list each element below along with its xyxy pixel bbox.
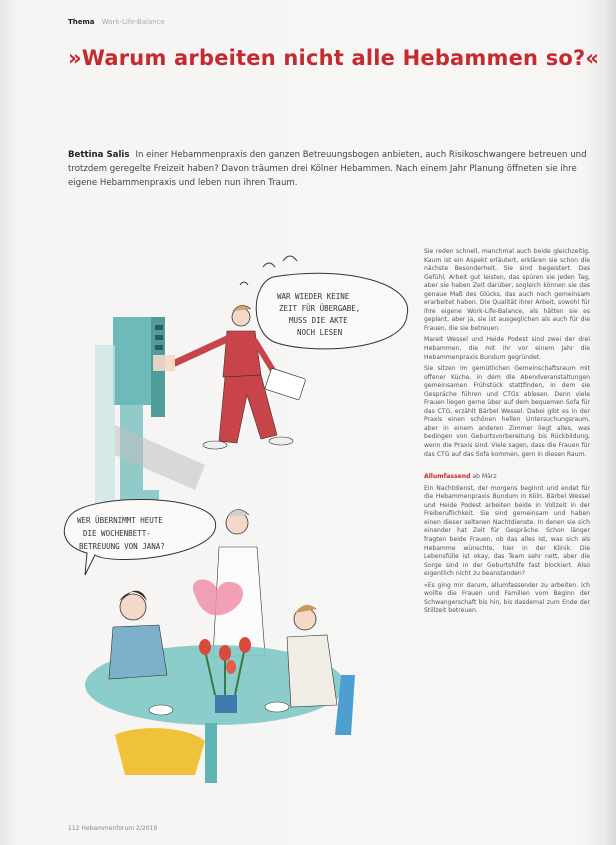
bubble2-line1: WER ÜBERNIMMT HEUTE [77, 516, 163, 525]
article-title: »Warum arbeiten nicht alle Hebammen so?« [68, 46, 600, 70]
bubble2-line3: BETREUUNG VON JANA? [79, 542, 165, 551]
vase [215, 695, 237, 713]
bubble2-line2: DIE WOCHENBETT- [83, 529, 151, 538]
bubble1-line4: NOCH LESEN [297, 328, 343, 337]
page-fold-shadow [604, 0, 616, 845]
article-intro [68, 148, 588, 190]
page-footer: 112 Hebammenforum 2/2019 [68, 825, 158, 832]
article-illustration [55, 255, 420, 815]
intro-text: In einer Hebammenpraxis den ganzen Betreuungsbogen anbieten, auch Risikoschwangere betreuen und trotzdem geregelte Freizeit haben? Davon träumen drei Kölner Hebammen. Nach einem Jahr Planung öffneten sie ihre eigene Hebammenpraxis und leben nun ihren Traum. [68, 150, 587, 188]
article-column [424, 248, 590, 619]
column-paragraph-2: Mareit Wessel und Heide Podest sind zwei der drei Hebammen, die mit ihr vor einem Jahr die Hebammenpraxis Bundum gegründet. [424, 336, 590, 361]
column-subhead-rest: ab März [472, 473, 497, 481]
left-woman-top [109, 625, 167, 679]
topic-label: Work-Life-Balance [101, 18, 165, 26]
bubble1-line3: MUSS DIE AKTE [289, 316, 348, 325]
rubric-label: Thema [68, 18, 95, 26]
yellow-chair [115, 728, 205, 775]
column-subhead-paragraph [424, 473, 590, 482]
column-paragraph-5: »Es ging mir darum, allumfassender zu arbeiten. Ich wollte die Frauen und Familien vom Beginn der Schwangerschaft bis hin, bis dasdemal zum Ende der Stillzeit betreuen. [424, 581, 590, 615]
column-paragraph-3: Sie sitzen im gemütlichen Gemeinschaftsraum mit offener Küche, in dem die Abendveranstaltungen gemeinsamen Frühstück stattfinden, in dem sie Gespräche führen und CTGs ablesen. Denn viele Frauen liegen gerne über auf dem bequemen Sofa für das CTG, erzählt Bärbel Wessel. Dabei gibt es in der Praxis einen schönen hellen Untersuchungsraum, aber in einem anderen Zimmer liegt alles, was bedingen von Geburtsvorbereitung bis Rückbildung, wenn die Praxis sind. Viele sagen, dass die Frauen für das CTG auf das Sofa kommen, gern in diesen Raum. [424, 365, 590, 458]
bubble1-line1: WAR WIEDER KEINE [277, 292, 350, 301]
folder-icon [265, 368, 306, 400]
column-subhead: Allumfassend [424, 473, 471, 481]
thought-bubble-small-2 [283, 256, 297, 261]
author-name: Bettina Salis [68, 150, 130, 160]
column-paragraph-4: Ein Nachtdienst, der morgens beginnt und endet für die Hebammenpraxis Bundum in Köln. Bärbel Wessel und Heide Podest arbeiten beide in Vollzeit in der Freiberuflichkeit. Sie sind gemeinsam und haben einen dieser seltenen Nachtdienste. In denen sie sich einander hat Zeit für Gespräche. Schon länger fragten beide Frauen, ob das alles ist, was sich als Hebamme wünschte, hier in der Klinik. Die Lebensfülle ist okay, das Team sehr nett, aber die Sorge sind in der Geburtshilfe fast blockiert. Also eigentlich nicht zu beanstanden? [424, 484, 590, 578]
section-kicker [68, 18, 165, 26]
column-paragraph-1: Sie reden schnell, manchmal auch beide gleichzeitig. Kaum ist ein Aspekt erläutert, erklären sie schon die nächste Besonderheit. Sie sind begeistert. Das Gefühl, Arbeit gut leisten, das spüren sie jeden Tag, aber sie haben Zeit darüber, sogleich können sie das genaue Maß des Glücks, das auch noch gemeinsam erarbeitet haben. Die Qualität ihrer Arbeit, sowohl für ihre eigene Work-Life-Balance, als hätten sie es geplant, aber ja, sie ist ausgeglichen als auch für die Frauen, die sie betreuen. [424, 248, 590, 332]
left-woman-head [120, 594, 146, 620]
tulip-icon [219, 645, 231, 661]
thought-bubble-small-3 [240, 282, 248, 285]
thought-bubble-small-1 [263, 263, 275, 267]
right-woman-sweater [287, 635, 337, 707]
bubble1-line2: ZEIT FÜR ÜBERGABE, [279, 304, 361, 313]
